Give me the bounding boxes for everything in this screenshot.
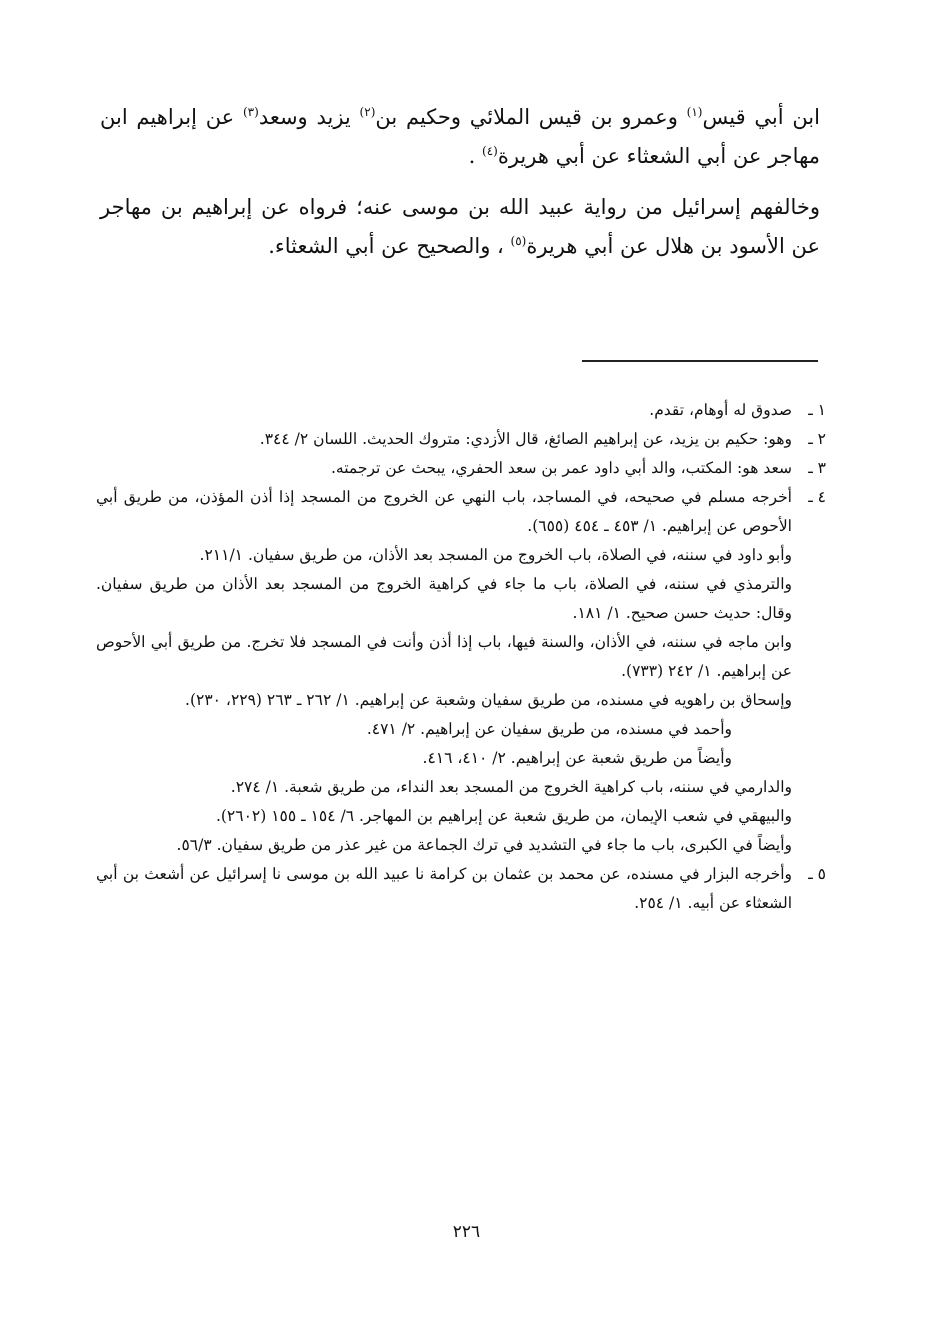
footnote-text: وأيضاً في الكبرى، باب ما جاء في التشديد في ترك الجماعة من غير عذر من طريق سفيان. ٥٦/٣.	[176, 836, 792, 854]
footnote-number: ٣ ـ	[808, 459, 826, 477]
footnote-2	[96, 425, 826, 454]
main-paragraph-1	[100, 98, 820, 176]
footnote-divider	[582, 360, 818, 362]
footnote-text: صدوق له أوهام، تقدم.	[649, 401, 792, 419]
footnote-text: وهو: حكيم بن يزيد، عن إبراهيم الصائغ، قال الأزدي: متروك الحديث. اللسان ٢/ ٣٤٤.	[259, 430, 792, 448]
main-text	[100, 98, 820, 266]
main-text-run: ، والصحيح عن أبي الشعثاء.	[268, 234, 511, 258]
main-text-run: .	[468, 144, 483, 168]
footnote-number: ٢ ـ	[808, 430, 826, 448]
footnote-ref-2: (٢)	[359, 105, 376, 119]
footnote-text: والترمذي في سننه، في الصلاة، باب ما جاء في كراهية الخروج من المسجد بعد الأذان من طريق سفيان. وقال: حديث حسن صحيح. ١/ ١٨١.	[96, 575, 792, 622]
footnote-4	[96, 483, 826, 860]
footnote-text: وأبو داود في سننه، في الصلاة، باب الخروج من المسجد بعد الأذان، من طريق سفيان. ٢١١/١.	[199, 546, 792, 564]
footnote-text: وأخرجه البزار في مسنده، عن محمد بن عثمان بن كرامة نا عبيد الله بن موسى نا إسرائيل عن أشعث بن أبي الشعثاء عن أبيه. ١/ ٢٥٤.	[96, 865, 792, 912]
footnote-ref-1: (١)	[686, 105, 703, 119]
footnotes-section	[96, 396, 826, 918]
footnote-number: ١ ـ	[808, 401, 826, 419]
main-text-run: عن إبراهيم ابن مهاجر عن أبي الشعثاء عن أبي هريرة	[100, 105, 820, 168]
main-paragraph-2	[100, 188, 820, 266]
page-number: ٢٢٦	[452, 1222, 481, 1242]
footnote-text: وإسحاق بن راهويه في مسنده، من طريق سفيان وشعبة عن إبراهيم. ١/ ٢٦٢ ـ ٢٦٣ (٢٢٩، ٢٣٠).	[185, 691, 792, 709]
footnote-number: ٥ ـ	[808, 865, 826, 883]
footnote-ref-3: (٣)	[242, 105, 259, 119]
main-text-run: وخالفهم إسرائيل من رواية عبيد الله بن موسى عنه؛ فرواه عن إبراهيم بن مهاجر عن الأسود بن هلال عن أبي هريرة	[100, 195, 820, 258]
footnote-1	[96, 396, 826, 425]
footnote-3	[96, 454, 826, 483]
main-text-run: ابن أبي قيس	[702, 105, 820, 129]
footnote-ref-5: (٥)	[510, 234, 527, 248]
footnote-ref-4: (٤)	[482, 144, 498, 158]
footnote-5	[96, 860, 826, 918]
footnote-text: أخرجه مسلم في صحيحه، في المساجد، باب النهي عن الخروج من المسجد إذا أذن المؤذن، من طريق أبي الأحوص عن إبراهيم. ١/ ٤٥٣ ـ ٤٥٤ (٦٥٥).	[96, 488, 792, 535]
footnote-text: وأيضاً من طريق شعبة عن إبراهيم. ٢/ ٤١٠، ٤١٦.	[422, 749, 732, 767]
footnote-text: سعد هو: المكتب، والد أبي داود عمر بن سعد الحفري، يبحث عن ترجمته.	[331, 459, 792, 477]
footnote-text: وابن ماجه في سننه، في الأذان، والسنة فيها، باب إذا أذن وأنت في المسجد فلا تخرج. من طريق أبي الأحوص عن إبراهيم. ١/ ٢٤٢ (٧٣٣).	[96, 633, 792, 680]
main-text-run: وعمرو بن قيس الملائي وحكيم بن	[375, 105, 687, 129]
footnote-text: والدارمي في سننه، باب كراهية الخروج من المسجد بعد النداء، من طريق شعبة. ١/ ٢٧٤.	[230, 778, 792, 796]
footnote-text: والبيهقي في شعب الإيمان، من طريق شعبة عن إبراهيم بن المهاجر. ٦/ ١٥٤ ـ ١٥٥ (٢٦٠٢).	[215, 807, 792, 825]
footnote-text: وأحمد في مسنده، من طريق سفيان عن إبراهيم. ٢/ ٤٧١.	[366, 720, 732, 738]
footnote-number: ٤ ـ	[808, 488, 826, 506]
main-text-run: يزيد وسعد	[258, 105, 360, 129]
